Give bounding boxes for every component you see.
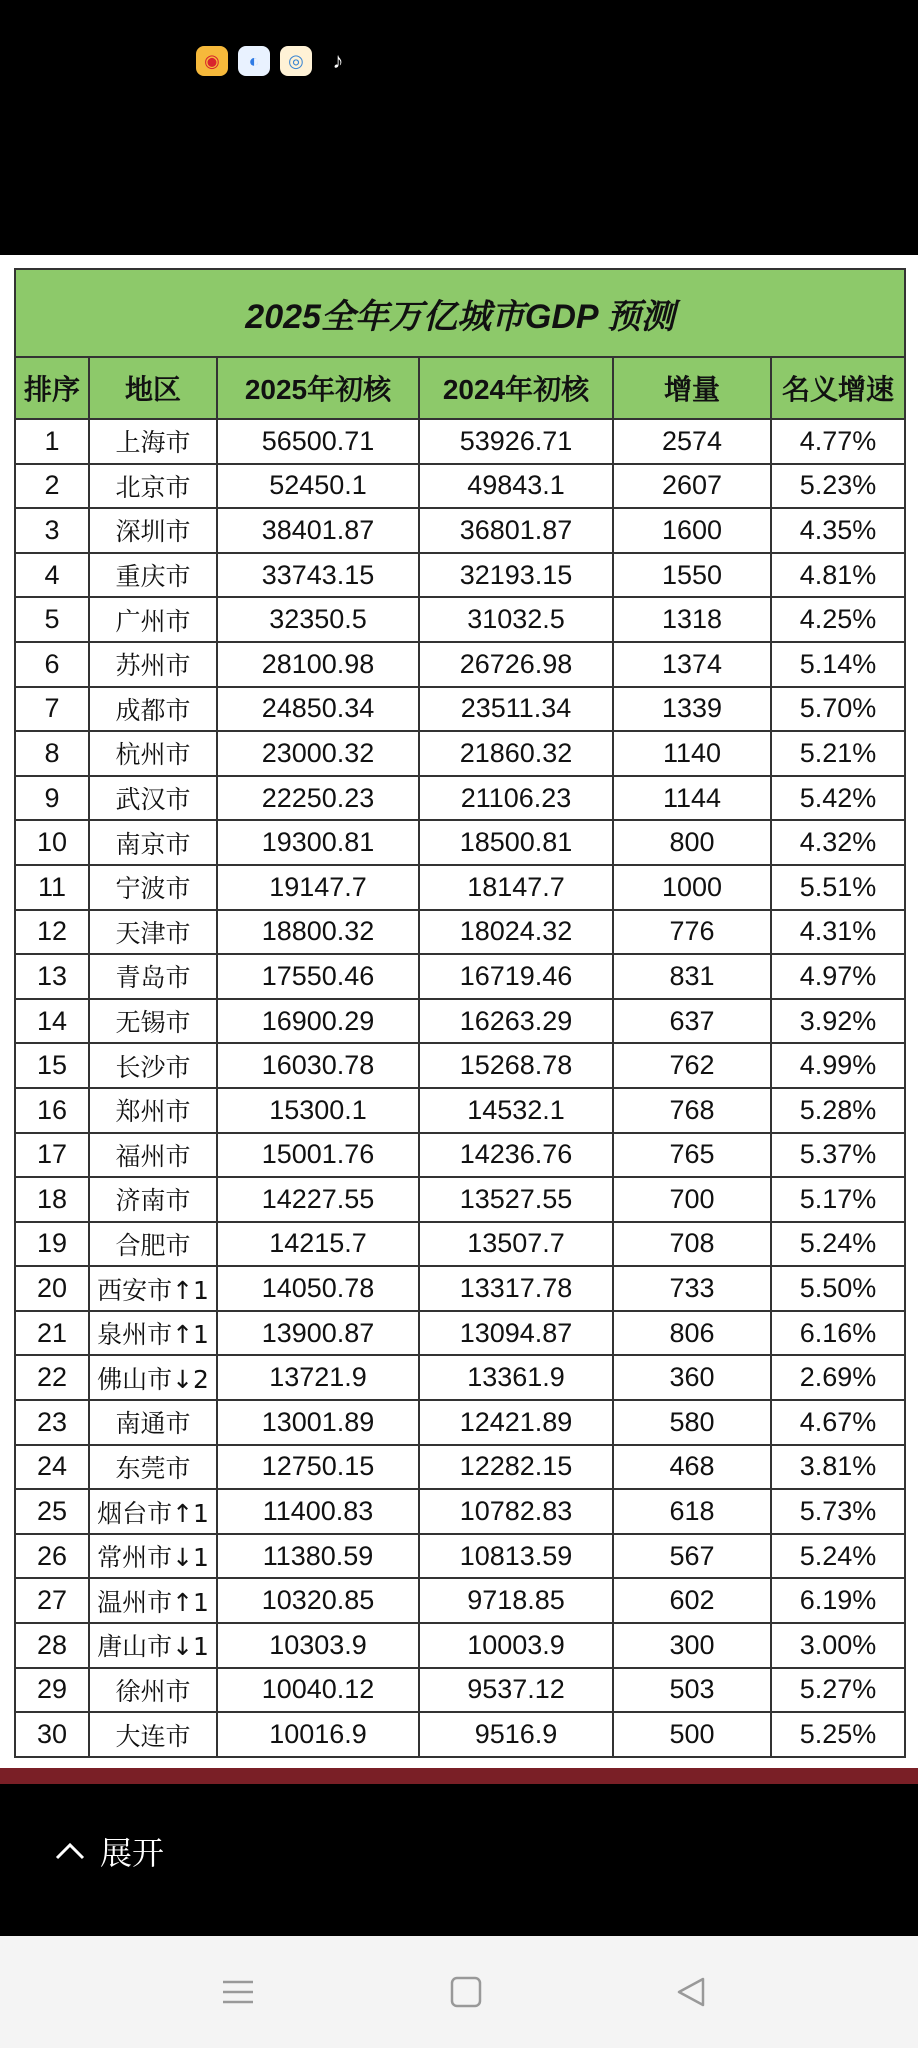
cell-rank: 14 xyxy=(15,999,89,1044)
cell-growth: 3.81% xyxy=(771,1445,905,1490)
cell-gdp-2024: 13361.9 xyxy=(419,1355,613,1400)
cell-gdp-2024: 26726.98 xyxy=(419,642,613,687)
table-row xyxy=(15,1578,905,1623)
cell-gdp-2025: 13001.89 xyxy=(217,1400,419,1445)
cell-growth: 3.92% xyxy=(771,999,905,1044)
table-row xyxy=(15,1133,905,1178)
table-title: 2025全年万亿城市GDP 预测 xyxy=(15,269,905,357)
cell-increase: 1140 xyxy=(613,731,771,776)
cell-growth: 5.28% xyxy=(771,1088,905,1133)
cell-increase: 503 xyxy=(613,1668,771,1713)
cell-gdp-2024: 31032.5 xyxy=(419,597,613,642)
cell-region: 郑州市 xyxy=(89,1088,217,1133)
cell-growth: 4.81% xyxy=(771,553,905,598)
cell-gdp-2025: 13721.9 xyxy=(217,1355,419,1400)
cell-gdp-2025: 56500.71 xyxy=(217,419,419,464)
cell-rank: 2 xyxy=(15,464,89,509)
cell-gdp-2025: 24850.34 xyxy=(217,687,419,732)
cell-increase: 800 xyxy=(613,820,771,865)
table-row xyxy=(15,419,905,464)
cell-gdp-2025: 18800.32 xyxy=(217,910,419,955)
cell-rank: 27 xyxy=(15,1578,89,1623)
cell-gdp-2025: 11400.83 xyxy=(217,1489,419,1534)
cell-growth: 5.24% xyxy=(771,1534,905,1579)
cell-increase: 1600 xyxy=(613,508,771,553)
table-row xyxy=(15,865,905,910)
cell-increase: 708 xyxy=(613,1222,771,1267)
back-triangle-icon[interactable] xyxy=(660,1966,720,2018)
cell-gdp-2024: 12282.15 xyxy=(419,1445,613,1490)
gdp-table xyxy=(14,268,906,1758)
cell-increase: 2574 xyxy=(613,419,771,464)
expand-button[interactable] xyxy=(54,1828,164,1874)
cell-gdp-2025: 15300.1 xyxy=(217,1088,419,1133)
cell-increase: 1374 xyxy=(613,642,771,687)
cell-rank: 11 xyxy=(15,865,89,910)
cell-region: 广州市 xyxy=(89,597,217,642)
cell-increase: 831 xyxy=(613,954,771,999)
tiktok-icon: ♪ xyxy=(322,46,354,76)
cell-gdp-2025: 28100.98 xyxy=(217,642,419,687)
cell-rank: 15 xyxy=(15,1043,89,1088)
cell-region: 大连市 xyxy=(89,1712,217,1757)
cell-region: 福州市 xyxy=(89,1133,217,1178)
cell-gdp-2024: 12421.89 xyxy=(419,1400,613,1445)
cell-rank: 6 xyxy=(15,642,89,687)
cell-gdp-2025: 19300.81 xyxy=(217,820,419,865)
home-square-icon[interactable] xyxy=(436,1966,496,2018)
cell-gdp-2024: 13527.55 xyxy=(419,1177,613,1222)
cell-growth: 5.70% xyxy=(771,687,905,732)
cell-gdp-2024: 36801.87 xyxy=(419,508,613,553)
table-row xyxy=(15,910,905,955)
expand-label: 展开 xyxy=(100,1835,165,1871)
cell-region: 苏州市 xyxy=(89,642,217,687)
cell-increase: 360 xyxy=(613,1355,771,1400)
table-row xyxy=(15,954,905,999)
cell-growth: 4.32% xyxy=(771,820,905,865)
cell-rank: 8 xyxy=(15,731,89,776)
image-bottom-strip xyxy=(0,1768,918,1784)
cell-gdp-2024: 23511.34 xyxy=(419,687,613,732)
cell-growth: 5.50% xyxy=(771,1266,905,1311)
table-row xyxy=(15,642,905,687)
cell-growth: 4.97% xyxy=(771,954,905,999)
cell-increase: 1144 xyxy=(613,776,771,821)
cell-rank: 17 xyxy=(15,1133,89,1178)
weibo-icon: ◉ xyxy=(196,46,228,76)
cell-region: 成都市 xyxy=(89,687,217,732)
cell-gdp-2024: 14236.76 xyxy=(419,1133,613,1178)
cell-region: 上海市 xyxy=(89,419,217,464)
cell-gdp-2025: 14050.78 xyxy=(217,1266,419,1311)
cell-increase: 580 xyxy=(613,1400,771,1445)
cell-region: 武汉市 xyxy=(89,776,217,821)
table-row xyxy=(15,597,905,642)
status-icons xyxy=(196,46,354,76)
header-rank: 排序 xyxy=(15,357,89,419)
cell-growth: 5.21% xyxy=(771,731,905,776)
cell-increase: 618 xyxy=(613,1489,771,1534)
circle-app-icon: ◎ xyxy=(280,46,312,76)
table-row xyxy=(15,731,905,776)
cell-growth: 5.42% xyxy=(771,776,905,821)
menu-icon[interactable] xyxy=(208,1966,268,2018)
cell-growth: 4.67% xyxy=(771,1400,905,1445)
cell-gdp-2025: 13900.87 xyxy=(217,1311,419,1356)
cell-gdp-2025: 52450.1 xyxy=(217,464,419,509)
table-row xyxy=(15,1712,905,1757)
cell-gdp-2025: 23000.32 xyxy=(217,731,419,776)
table-row xyxy=(15,1088,905,1133)
cell-rank: 26 xyxy=(15,1534,89,1579)
cell-growth: 4.31% xyxy=(771,910,905,955)
cell-rank: 4 xyxy=(15,553,89,598)
cell-gdp-2024: 18147.7 xyxy=(419,865,613,910)
cell-rank: 1 xyxy=(15,419,89,464)
cell-growth: 5.25% xyxy=(771,1712,905,1757)
table-row xyxy=(15,1489,905,1534)
cell-gdp-2025: 10303.9 xyxy=(217,1623,419,1668)
cell-region: 东莞市 xyxy=(89,1445,217,1490)
cell-rank: 23 xyxy=(15,1400,89,1445)
cell-region: 天津市 xyxy=(89,910,217,955)
cell-region: 济南市 xyxy=(89,1177,217,1222)
cell-rank: 16 xyxy=(15,1088,89,1133)
header-increase: 增量 xyxy=(613,357,771,419)
cell-growth: 6.16% xyxy=(771,1311,905,1356)
cell-increase: 733 xyxy=(613,1266,771,1311)
cell-growth: 5.51% xyxy=(771,865,905,910)
cell-gdp-2025: 17550.46 xyxy=(217,954,419,999)
cell-region: 宁波市 xyxy=(89,865,217,910)
cell-gdp-2025: 22250.23 xyxy=(217,776,419,821)
cell-gdp-2025: 33743.15 xyxy=(217,553,419,598)
cell-gdp-2024: 10813.59 xyxy=(419,1534,613,1579)
header-growth: 名义增速 xyxy=(771,357,905,419)
cell-region: 徐州市 xyxy=(89,1668,217,1713)
cell-region: 北京市 xyxy=(89,464,217,509)
cell-increase: 567 xyxy=(613,1534,771,1579)
cell-rank: 19 xyxy=(15,1222,89,1267)
table-row xyxy=(15,1266,905,1311)
cell-region: 泉州市↑1 xyxy=(89,1311,217,1356)
cell-rank: 28 xyxy=(15,1623,89,1668)
cell-gdp-2025: 19147.7 xyxy=(217,865,419,910)
table-row xyxy=(15,820,905,865)
cell-increase: 768 xyxy=(613,1088,771,1133)
cell-region: 青岛市 xyxy=(89,954,217,999)
cell-increase: 1550 xyxy=(613,553,771,598)
header-2025: 2025年初核 xyxy=(217,357,419,419)
cell-increase: 1339 xyxy=(613,687,771,732)
table-row xyxy=(15,1043,905,1088)
cell-gdp-2025: 38401.87 xyxy=(217,508,419,553)
cell-gdp-2024: 10782.83 xyxy=(419,1489,613,1534)
cell-gdp-2024: 49843.1 xyxy=(419,464,613,509)
cell-gdp-2024: 16719.46 xyxy=(419,954,613,999)
cell-rank: 22 xyxy=(15,1355,89,1400)
cell-rank: 13 xyxy=(15,954,89,999)
cell-region: 无锡市 xyxy=(89,999,217,1044)
cell-gdp-2024: 32193.15 xyxy=(419,553,613,598)
cell-growth: 5.73% xyxy=(771,1489,905,1534)
cell-rank: 20 xyxy=(15,1266,89,1311)
cell-growth: 2.69% xyxy=(771,1355,905,1400)
cell-growth: 5.23% xyxy=(771,464,905,509)
cell-gdp-2024: 53926.71 xyxy=(419,419,613,464)
cell-gdp-2024: 18024.32 xyxy=(419,910,613,955)
cell-gdp-2025: 11380.59 xyxy=(217,1534,419,1579)
cell-growth: 6.19% xyxy=(771,1578,905,1623)
cell-region: 烟台市↑1 xyxy=(89,1489,217,1534)
table-row xyxy=(15,1222,905,1267)
system-nav-bar xyxy=(0,1936,918,2048)
cell-rank: 7 xyxy=(15,687,89,732)
cell-increase: 700 xyxy=(613,1177,771,1222)
cell-increase: 806 xyxy=(613,1311,771,1356)
header-row xyxy=(15,357,905,419)
cell-gdp-2024: 9537.12 xyxy=(419,1668,613,1713)
cell-increase: 468 xyxy=(613,1445,771,1490)
cell-gdp-2024: 10003.9 xyxy=(419,1623,613,1668)
cell-region: 长沙市 xyxy=(89,1043,217,1088)
cell-rank: 12 xyxy=(15,910,89,955)
cell-increase: 776 xyxy=(613,910,771,955)
cell-gdp-2025: 10040.12 xyxy=(217,1668,419,1713)
cell-rank: 25 xyxy=(15,1489,89,1534)
cell-region: 深圳市 xyxy=(89,508,217,553)
table-row xyxy=(15,687,905,732)
cell-gdp-2025: 16030.78 xyxy=(217,1043,419,1088)
cell-gdp-2024: 13094.87 xyxy=(419,1311,613,1356)
table-row xyxy=(15,1311,905,1356)
cell-increase: 300 xyxy=(613,1623,771,1668)
cell-gdp-2025: 14215.7 xyxy=(217,1222,419,1267)
cell-increase: 500 xyxy=(613,1712,771,1757)
cell-gdp-2024: 18500.81 xyxy=(419,820,613,865)
expand-bar xyxy=(0,1784,918,1936)
cell-region: 佛山市↓2 xyxy=(89,1355,217,1400)
cell-region: 南通市 xyxy=(89,1400,217,1445)
table-row xyxy=(15,1445,905,1490)
cell-rank: 29 xyxy=(15,1668,89,1713)
header-2024: 2024年初核 xyxy=(419,357,613,419)
blue-app-icon: ◐ xyxy=(238,46,270,76)
table-row xyxy=(15,508,905,553)
cell-gdp-2025: 14227.55 xyxy=(217,1177,419,1222)
cell-rank: 9 xyxy=(15,776,89,821)
cell-region: 常州市↓1 xyxy=(89,1534,217,1579)
cell-gdp-2025: 12750.15 xyxy=(217,1445,419,1490)
cell-region: 温州市↑1 xyxy=(89,1578,217,1623)
cell-increase: 1000 xyxy=(613,865,771,910)
table-row xyxy=(15,999,905,1044)
cell-region: 合肥市 xyxy=(89,1222,217,1267)
cell-gdp-2024: 9718.85 xyxy=(419,1578,613,1623)
table-row xyxy=(15,1177,905,1222)
chevron-up-icon xyxy=(54,1841,86,1861)
cell-growth: 3.00% xyxy=(771,1623,905,1668)
cell-growth: 4.99% xyxy=(771,1043,905,1088)
cell-rank: 10 xyxy=(15,820,89,865)
cell-rank: 21 xyxy=(15,1311,89,1356)
cell-gdp-2024: 21106.23 xyxy=(419,776,613,821)
cell-increase: 765 xyxy=(613,1133,771,1178)
cell-region: 杭州市 xyxy=(89,731,217,776)
table-row xyxy=(15,1534,905,1579)
table-row xyxy=(15,1623,905,1668)
header-region: 地区 xyxy=(89,357,217,419)
cell-increase: 602 xyxy=(613,1578,771,1623)
cell-region: 西安市↑1 xyxy=(89,1266,217,1311)
cell-growth: 4.35% xyxy=(771,508,905,553)
cell-gdp-2024: 16263.29 xyxy=(419,999,613,1044)
cell-region: 重庆市 xyxy=(89,553,217,598)
cell-gdp-2024: 21860.32 xyxy=(419,731,613,776)
cell-gdp-2024: 9516.9 xyxy=(419,1712,613,1757)
cell-gdp-2025: 16900.29 xyxy=(217,999,419,1044)
cell-gdp-2024: 14532.1 xyxy=(419,1088,613,1133)
cell-growth: 4.25% xyxy=(771,597,905,642)
gdp-table-container xyxy=(14,268,904,1758)
table-row xyxy=(15,776,905,821)
cell-rank: 18 xyxy=(15,1177,89,1222)
cell-growth: 5.27% xyxy=(771,1668,905,1713)
table-row xyxy=(15,464,905,509)
table-row xyxy=(15,1355,905,1400)
cell-region: 南京市 xyxy=(89,820,217,865)
cell-growth: 4.77% xyxy=(771,419,905,464)
table-body xyxy=(15,419,905,1757)
cell-rank: 5 xyxy=(15,597,89,642)
cell-gdp-2025: 15001.76 xyxy=(217,1133,419,1178)
cell-gdp-2024: 13317.78 xyxy=(419,1266,613,1311)
cell-increase: 2607 xyxy=(613,464,771,509)
cell-increase: 762 xyxy=(613,1043,771,1088)
cell-growth: 5.37% xyxy=(771,1133,905,1178)
cell-region: 唐山市↓1 xyxy=(89,1623,217,1668)
cell-gdp-2024: 13507.7 xyxy=(419,1222,613,1267)
cell-gdp-2025: 10016.9 xyxy=(217,1712,419,1757)
cell-rank: 24 xyxy=(15,1445,89,1490)
cell-growth: 5.17% xyxy=(771,1177,905,1222)
table-row xyxy=(15,1668,905,1713)
cell-increase: 1318 xyxy=(613,597,771,642)
cell-gdp-2025: 10320.85 xyxy=(217,1578,419,1623)
cell-growth: 5.14% xyxy=(771,642,905,687)
cell-gdp-2024: 15268.78 xyxy=(419,1043,613,1088)
post-image[interactable] xyxy=(0,255,918,1780)
table-row xyxy=(15,553,905,598)
table-row xyxy=(15,1400,905,1445)
cell-increase: 637 xyxy=(613,999,771,1044)
cell-growth: 5.24% xyxy=(771,1222,905,1267)
cell-rank: 3 xyxy=(15,508,89,553)
cell-gdp-2025: 32350.5 xyxy=(217,597,419,642)
cell-rank: 30 xyxy=(15,1712,89,1757)
